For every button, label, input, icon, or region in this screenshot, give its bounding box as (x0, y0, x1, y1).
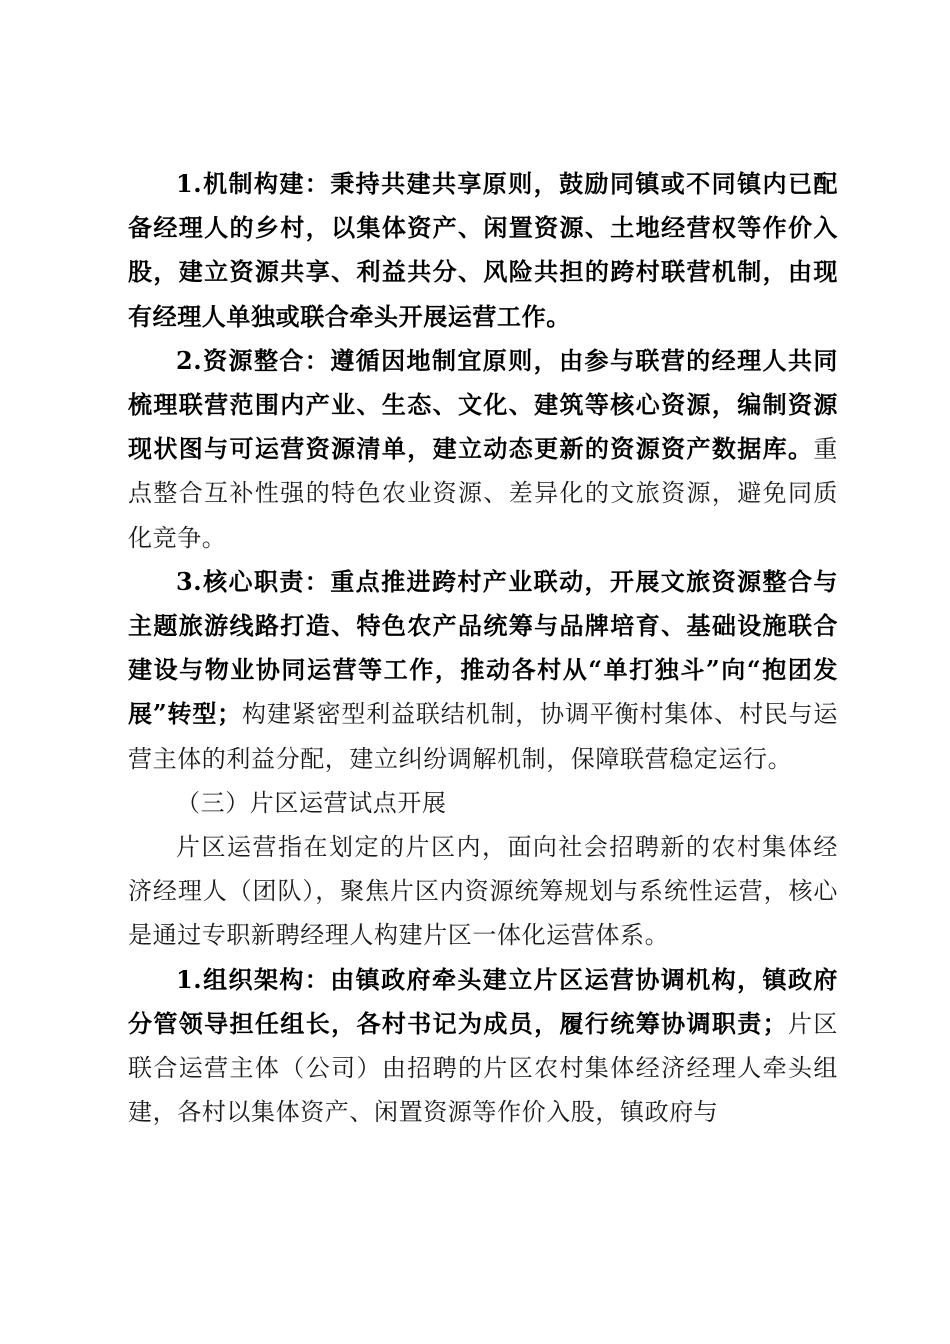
paragraph-core-duties-bold: 3.核心职责：重点推进跨村产业联动，开展文旅资源整合与主题旅游线路打造、特色农产品统筹与品牌培育、基础设施联合建设与物业协同运营等工作，推动各村从“单打独斗”向“抱团发展”转型； (128, 566, 838, 729)
paragraph-mechanism-bold: 1.机制构建：秉持共建共享原则，鼓励同镇或不同镇内已配备经理人的乡村，以集体资产、闲置资源、土地经营权等作价入股，建立资源共享、利益共分、风险共担的跨村联营机制，由现有经理人单独或联合牵头开展运营工作。 (128, 169, 838, 331)
document-body (128, 162, 838, 1134)
paragraph-area-operation (128, 825, 838, 958)
paragraph-organization (128, 958, 838, 1135)
section-heading-text: （三）片区运营试点开展 (176, 788, 447, 817)
paragraph-organization-text: 片区联合运营主体（公司）由招聘的片区农村集体经济经理人牵头组建，各村以集体资产、闲置资源等作价入股，镇政府与 (128, 1009, 838, 1127)
paragraph-resource-integration-text: 重点整合互补性强的特色农业资源、差异化的文旅资源，避免同质化竞争。 (128, 435, 838, 552)
paragraph-mechanism (128, 162, 838, 339)
paragraph-resource-integration-bold: 2.资源整合：遵循因地制宜原则，由参与联营的经理人共同梳理联营范围内产业、生态、文化、建筑等核心资源，编制资源现状图与可运营资源清单，建立动态更新的资源资产数据库。 (128, 345, 838, 464)
paragraph-area-operation-text: 片区运营指在划定的片区内，面向社会招聘新的农村集体经济经理人（团队），聚焦片区内资源统筹规划与系统性运营，核心是通过专职新聘经理人构建片区一体化运营体系。 (128, 833, 838, 950)
paragraph-core-duties (128, 560, 838, 781)
section-heading (128, 781, 838, 825)
paragraph-resource-integration (128, 339, 838, 560)
paragraph-organization-bold: 1.组织架构：由镇政府牵头建立片区运营协调机构，镇政府分管领导担任组长，各村书记为成员，履行统筹协调职责； (128, 964, 838, 1038)
paragraph-core-duties-text: 构建紧密型利益联结机制，协调平衡村集体、村民与运营主体的利益分配，建立纠纷调解机制，保障联营稳定运行。 (128, 700, 838, 773)
